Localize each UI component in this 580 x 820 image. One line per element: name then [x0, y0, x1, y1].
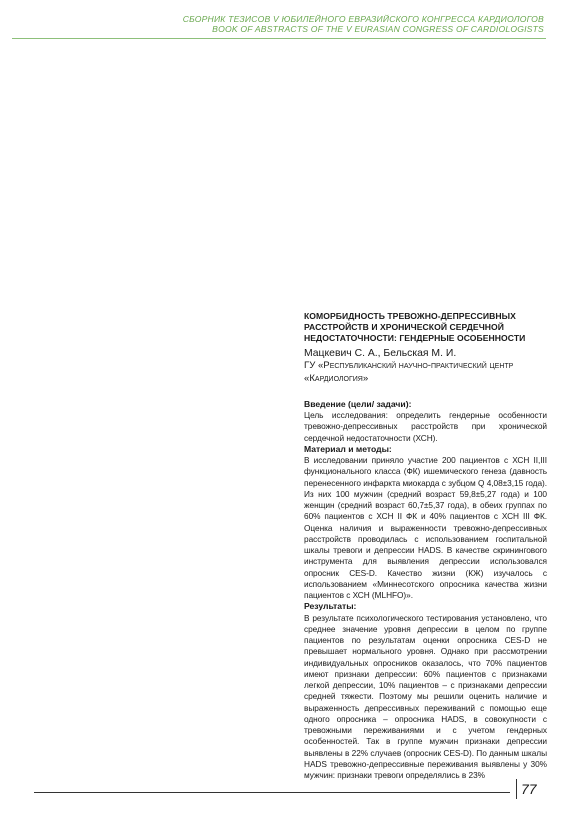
- methods-text: В исследовании приняло участие 200 пациентов с ХСН II,III функционального класса (ФК) ишемического генеза (давность перенесенного инфаркта миокарда с зубцом Q 4,08±3,15 года). Из них 100 мужчин (средний возраст 59,8±5,27 года) и 100 женщин (средний возраст 60,7±5,37 года), в обеих группах по 60% пациентов с ХСН II ФК и 40% пациентов с ХСН III ФК. Оценка наличия и выраженности тревожно-депрессивных расстройств проводилась с использованием госпитальной шкалы тревоги и депрессии HADS. В качестве скринингового инструмента для выявления депрессии использовался опросник CES-D. Качество жизни (КЖ) изучалось с использованием «Миннесотского опросника качества жизни пациентов с ХСН (MLHFO)».: [304, 455, 547, 601]
- running-header: [24, 14, 544, 34]
- header-title-ru: СБОРНИК ТЕЗИСОВ V ЮБИЛЕЙНОГО ЕВРАЗИЙСКОГО КОНГРЕССА КАРДИОЛОГОВ: [182, 14, 544, 24]
- intro-text: Цель исследования: определить гендерные особенности тревожно-депрессивных расстройств при хронической сердечной недостаточности (ХСН).: [304, 410, 547, 443]
- authors: Мацкевич С. А., Бельская М. И.: [304, 348, 457, 359]
- header-title-en: BOOK OF ABSTRACTS OF THE V EURASIAN CONGRESS OF CARDIOLOGISTS: [212, 24, 544, 34]
- page-number: 77: [521, 781, 537, 797]
- abstract-title: КОМОРБИДНОСТЬ ТРЕВОЖНО-ДЕПРЕССИВНЫХ РАССТРОЙСТВ И ХРОНИЧЕСКОЙ СЕРДЕЧНОЙ НЕДОСТАТОЧНОСТИ: ГЕНДЕРНЫЕ ОСОБЕННОСТИ: [304, 311, 526, 343]
- header-rule: [12, 38, 546, 39]
- abstract: [304, 311, 547, 781]
- results-text: В результате психологического тестирования установлено, что среднее значение уровня депрессии в целом по группе пациентов по результатам оценки опросника CES-D не превышает нормального уровня. Однако при рассмотрении индивидуальных опросников оказалось, что 70% пациентов имеют признаки депрессии: 60% пациентов с признаками легкой депрессии, 10% пациентов – с признаками депрессии средней тяжести. Поэтому мы решили оценить наличие и выраженность депрессивных переживаний с помощью еще одного опросника – опросника HADS, в совокупности с тревожными переживаниями и с учетом гендерных особенностей. Так в группе мужчин признаки депрессии выявлены в 22% случаев (опросник CES-D). По данным шкалы HADS тревожно-депрессивные переживания выявлены у 30% мужчин: признаки тревоги определялись в 23%: [304, 612, 547, 781]
- results-heading: Результаты:: [304, 601, 357, 612]
- page-number-divider: [516, 779, 517, 799]
- footer-rule: [34, 792, 510, 793]
- methods-heading: Материал и методы:: [304, 443, 392, 454]
- intro-heading: Введение (цели/ задачи):: [304, 399, 412, 409]
- affiliation: ГУ «Республиканский научно-практический центр «Кардиология»: [304, 360, 514, 384]
